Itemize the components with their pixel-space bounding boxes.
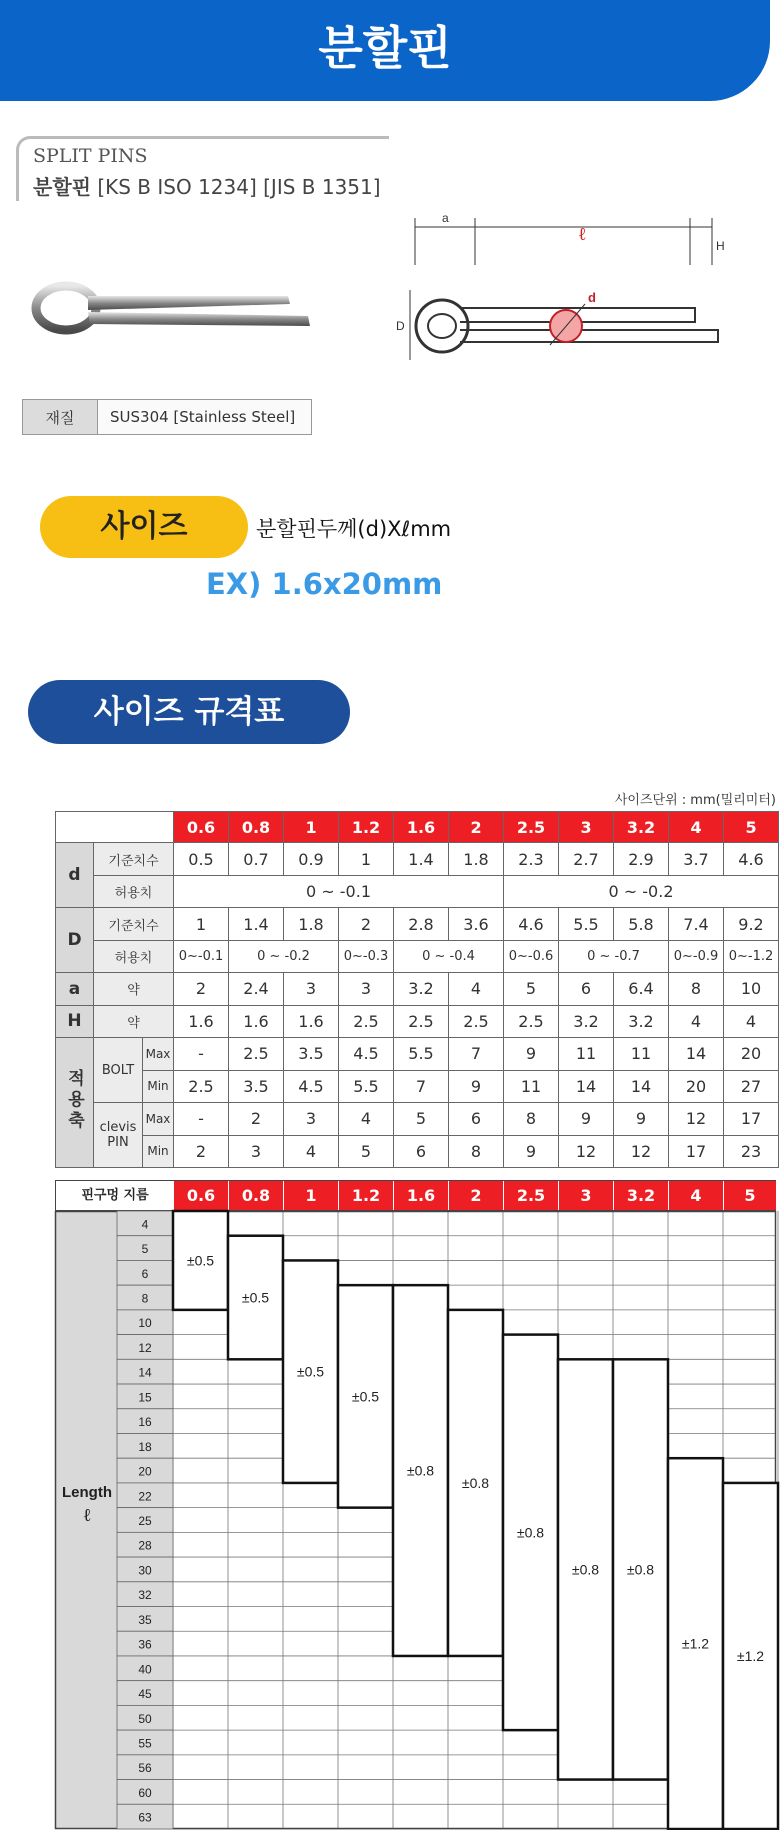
max-label: Max	[143, 1103, 174, 1135]
a-cell: 3.2	[394, 973, 449, 1005]
length-size-header: 0.8	[229, 1181, 284, 1210]
length-value: 45	[138, 1687, 152, 1702]
D-tol-cell: 0~-0.6	[504, 940, 559, 972]
drawing-label-H: H	[716, 239, 725, 253]
length-value: 56	[138, 1761, 152, 1776]
length-size-header: 2.5	[504, 1181, 559, 1210]
clevis-min-cell: 5	[339, 1135, 394, 1167]
bolt-max-cell: 7	[449, 1038, 504, 1070]
size-header: 0.8	[229, 812, 284, 843]
material-value: SUS304 [Stainless Steel]	[98, 400, 311, 434]
D-std-cell: 2	[339, 908, 394, 940]
length-value: 15	[138, 1390, 152, 1405]
tolerance-label: ±0.5	[186, 1252, 215, 1269]
length-size-header: 4	[669, 1181, 724, 1210]
length-value: 63	[138, 1810, 152, 1825]
spec-title-kr	[33, 171, 381, 200]
D-tol-cell: 0 ~ -0.7	[559, 940, 669, 972]
axis-label-cell	[56, 1038, 94, 1168]
std-label: 기준치수	[94, 908, 174, 940]
max-label: Max	[143, 1038, 174, 1070]
H-cell: 4	[669, 1005, 724, 1037]
tolerance-label: ±0.8	[406, 1462, 435, 1479]
clevis-max-cell: 3	[284, 1103, 339, 1135]
bolt-min-cell: 3.5	[229, 1070, 284, 1102]
D-tol-cell: 0 ~ -0.2	[229, 940, 339, 972]
length-value: 55	[138, 1736, 152, 1751]
split-pin-drawing	[360, 210, 725, 370]
length-value: 35	[138, 1612, 152, 1627]
bolt-max-cell: 11	[559, 1038, 614, 1070]
bolt-max-cell: 14	[669, 1038, 724, 1070]
clevis-min-cell: 17	[669, 1135, 724, 1167]
bolt-min-cell: 11	[504, 1070, 559, 1102]
spec-title-kr-name: 분할핀	[33, 175, 91, 199]
D-tol-cell: 0~-1.2	[724, 940, 779, 972]
D-std-cell: 2.8	[394, 908, 449, 940]
bolt-max-cell: 2.5	[229, 1038, 284, 1070]
dimension-table	[55, 811, 779, 1168]
length-grid	[55, 1211, 776, 1829]
bolt-max-cell: 20	[724, 1038, 779, 1070]
tolerance-label: ±1.2	[681, 1635, 710, 1652]
a-cell: 6.4	[614, 973, 669, 1005]
spec-table-pill: 사이즈 규격표	[28, 680, 350, 744]
drawing-label-a: a	[442, 211, 449, 225]
a-cell: 2.4	[229, 973, 284, 1005]
length-values	[117, 1211, 173, 1829]
clevis-max-cell: 12	[669, 1103, 724, 1135]
size-note: 분할핀두께(d)Xℓmm	[256, 517, 452, 541]
D-std-cell: 9.2	[724, 908, 779, 940]
bolt-min-cell: 5.5	[339, 1070, 394, 1102]
D-tol-cell: 0~-0.9	[669, 940, 724, 972]
tolerance-label: ±0.8	[461, 1474, 490, 1491]
length-value: 14	[138, 1365, 152, 1380]
length-size-header: 3	[559, 1181, 614, 1210]
length-value: 50	[138, 1711, 152, 1726]
a-cell: 10	[724, 973, 779, 1005]
length-header-label: 핀구멍 지름	[56, 1181, 175, 1210]
spec-header	[16, 136, 389, 201]
D-std-row	[56, 908, 779, 940]
bolt-min-row	[56, 1070, 779, 1102]
tol-label: 허용치	[94, 875, 174, 907]
H-cell: 1.6	[284, 1005, 339, 1037]
D-tol-cell: 0~-0.1	[174, 940, 229, 972]
std-label: 기준치수	[94, 843, 174, 875]
length-size-header: 1.6	[394, 1181, 449, 1210]
H-label: H	[56, 1005, 94, 1037]
clevis-max-cell: -	[174, 1103, 229, 1135]
H-cell: 3.2	[559, 1005, 614, 1037]
size-header: 4	[669, 812, 724, 843]
size-header: 0.6	[174, 812, 229, 843]
clevis-min-cell: 4	[284, 1135, 339, 1167]
D-label: D	[56, 908, 94, 973]
header-corner	[56, 812, 174, 843]
H-cell: 1.6	[229, 1005, 284, 1037]
length-value: 6	[141, 1266, 149, 1281]
d-tol-row	[56, 875, 779, 907]
clevis-min-row	[56, 1135, 779, 1167]
length-value: 20	[138, 1464, 152, 1479]
d-std-row	[56, 843, 779, 875]
clevis-max-cell: 4	[339, 1103, 394, 1135]
d-std-cell: 0.7	[229, 843, 284, 875]
D-std-cell: 7.4	[669, 908, 724, 940]
tolerance-label: ±0.8	[571, 1561, 600, 1578]
spec-standard: [KS B ISO 1234] [JIS B 1351]	[97, 175, 381, 199]
a-cell: 3	[284, 973, 339, 1005]
length-value: 40	[138, 1662, 152, 1677]
clevis-min-cell: 3	[229, 1135, 284, 1167]
bolt-max-cell: -	[174, 1038, 229, 1070]
clevis-min-cell: 12	[614, 1135, 669, 1167]
length-size-header: 0.6	[174, 1181, 229, 1210]
clevis-min-cell: 9	[504, 1135, 559, 1167]
a-label: a	[56, 973, 94, 1005]
size-header: 3.2	[614, 812, 669, 843]
length-label: Length	[62, 1484, 112, 1501]
length-size-header: 5	[724, 1181, 777, 1210]
clevis-max-cell: 17	[724, 1103, 779, 1135]
d-std-cell: 4.6	[724, 843, 779, 875]
length-value: 32	[138, 1588, 152, 1603]
tol-label: 허용치	[94, 940, 174, 972]
d-tol-cell: 0 ~ -0.1	[174, 875, 504, 907]
material-label: 재질	[23, 400, 98, 434]
length-value: 22	[138, 1489, 152, 1504]
bolt-min-cell: 7	[394, 1070, 449, 1102]
clevis-max-cell: 6	[449, 1103, 504, 1135]
length-value: 10	[138, 1316, 152, 1331]
material-box	[22, 399, 312, 435]
tolerance-label: ±0.8	[516, 1524, 545, 1541]
bolt-label: BOLT	[94, 1038, 143, 1103]
length-value: 25	[138, 1514, 152, 1528]
bolt-min-cell: 9	[449, 1070, 504, 1102]
clevis-max-cell: 9	[559, 1103, 614, 1135]
d-std-cell: 2.3	[504, 843, 559, 875]
approx-label: 약	[94, 1005, 174, 1037]
clevis-min-cell: 8	[449, 1135, 504, 1167]
H-cell: 1.6	[174, 1005, 229, 1037]
a-cell: 6	[559, 973, 614, 1005]
D-std-cell: 1	[174, 908, 229, 940]
H-cell: 3.2	[614, 1005, 669, 1037]
length-symbol: ℓ	[83, 1505, 91, 1526]
length-value: 28	[138, 1538, 152, 1553]
size-pill: 사이즈	[40, 496, 248, 558]
clevis-min-cell: 2	[174, 1135, 229, 1167]
drawing-label-d: d	[588, 290, 596, 305]
size-header: 3	[559, 812, 614, 843]
D-tol-cell: 0~-0.3	[339, 940, 394, 972]
d-label: d	[56, 843, 94, 908]
length-size-header: 2	[449, 1181, 504, 1210]
length-value: 60	[138, 1785, 152, 1800]
H-cell: 2.5	[449, 1005, 504, 1037]
clevis-max-cell: 2	[229, 1103, 284, 1135]
a-row	[56, 973, 779, 1005]
drawing-label-D: D	[396, 319, 405, 333]
bolt-max-cell: 11	[614, 1038, 669, 1070]
H-row	[56, 1005, 779, 1037]
clevis-max-cell: 8	[504, 1103, 559, 1135]
H-cell: 4	[724, 1005, 779, 1037]
bolt-min-cell: 4.5	[284, 1070, 339, 1102]
size-header: 1.6	[394, 812, 449, 843]
bolt-min-cell: 14	[559, 1070, 614, 1102]
D-std-cell: 1.8	[284, 908, 339, 940]
bolt-max-cell: 3.5	[284, 1038, 339, 1070]
length-value: 30	[138, 1563, 152, 1578]
bolt-min-cell: 20	[669, 1070, 724, 1102]
length-value: 36	[138, 1637, 152, 1652]
d-std-cell: 2.7	[559, 843, 614, 875]
unit-note: 사이즈단위 : mm(밀리미터)	[614, 793, 776, 808]
D-std-cell: 1.4	[229, 908, 284, 940]
size-header: 5	[724, 812, 779, 843]
tolerance-label: ±0.8	[626, 1561, 655, 1578]
D-std-cell: 4.6	[504, 908, 559, 940]
bolt-max-row	[56, 1038, 779, 1070]
a-cell: 5	[504, 973, 559, 1005]
D-tol-row	[56, 940, 779, 972]
length-value: 18	[138, 1439, 152, 1454]
split-pin-photo	[18, 268, 338, 358]
size-header: 2	[449, 812, 504, 843]
length-size-header: 1	[284, 1181, 339, 1210]
D-std-cell: 5.8	[614, 908, 669, 940]
size-header: 1	[284, 812, 339, 843]
d-tol-cell: 0 ~ -0.2	[504, 875, 779, 907]
H-cell: 2.5	[504, 1005, 559, 1037]
d-std-cell: 3.7	[669, 843, 724, 875]
tolerance-ranges	[173, 1211, 778, 1829]
D-tol-cell: 0 ~ -0.4	[394, 940, 504, 972]
page-banner: 분할핀	[0, 0, 770, 101]
length-value: 16	[138, 1415, 152, 1430]
axis-label: 적용축	[64, 1068, 84, 1132]
d-std-cell: 0.5	[174, 843, 229, 875]
clevis-min-cell: 6	[394, 1135, 449, 1167]
drawing-label-l: ℓ	[578, 224, 587, 245]
length-value: 4	[141, 1217, 149, 1232]
d-std-cell: 1	[339, 843, 394, 875]
size-header: 2.5	[504, 812, 559, 843]
bolt-max-cell: 9	[504, 1038, 559, 1070]
clevis-max-cell: 9	[614, 1103, 669, 1135]
bolt-max-cell: 5.5	[394, 1038, 449, 1070]
tolerance-label: ±0.5	[296, 1363, 325, 1380]
size-header-row	[56, 812, 779, 843]
approx-label: 약	[94, 973, 174, 1005]
d-std-cell: 1.8	[449, 843, 504, 875]
clevis-max-row	[56, 1103, 779, 1135]
bolt-min-cell: 14	[614, 1070, 669, 1102]
length-table	[55, 1180, 776, 1829]
d-std-cell: 1.4	[394, 843, 449, 875]
a-cell: 3	[339, 973, 394, 1005]
min-label: Min	[143, 1070, 174, 1102]
size-header: 1.2	[339, 812, 394, 843]
min-label: Min	[143, 1135, 174, 1167]
length-header-row	[55, 1180, 776, 1211]
size-example: EX) 1.6x20mm	[206, 567, 443, 601]
clevis-label: clevis PIN	[94, 1103, 143, 1168]
tolerance-label: ±0.5	[351, 1388, 380, 1405]
a-cell: 8	[669, 973, 724, 1005]
length-size-header: 3.2	[614, 1181, 669, 1210]
bolt-min-cell: 27	[724, 1070, 779, 1102]
D-std-cell: 5.5	[559, 908, 614, 940]
D-std-cell: 3.6	[449, 908, 504, 940]
length-value: 12	[138, 1340, 152, 1355]
d-std-cell: 0.9	[284, 843, 339, 875]
bolt-max-cell: 4.5	[339, 1038, 394, 1070]
length-size-header: 1.2	[339, 1181, 394, 1210]
H-cell: 2.5	[339, 1005, 394, 1037]
clevis-min-cell: 23	[724, 1135, 779, 1167]
a-cell: 2	[174, 973, 229, 1005]
bolt-min-cell: 2.5	[174, 1070, 229, 1102]
length-value: 5	[141, 1242, 149, 1257]
H-cell: 2.5	[394, 1005, 449, 1037]
clevis-max-cell: 5	[394, 1103, 449, 1135]
spec-title-en: SPLIT PINS	[33, 145, 148, 167]
clevis-min-cell: 12	[559, 1135, 614, 1167]
d-std-cell: 2.9	[614, 843, 669, 875]
length-value: 8	[141, 1291, 149, 1306]
tolerance-label: ±0.5	[241, 1289, 270, 1306]
a-cell: 4	[449, 973, 504, 1005]
tolerance-label: ±1.2	[736, 1647, 765, 1664]
